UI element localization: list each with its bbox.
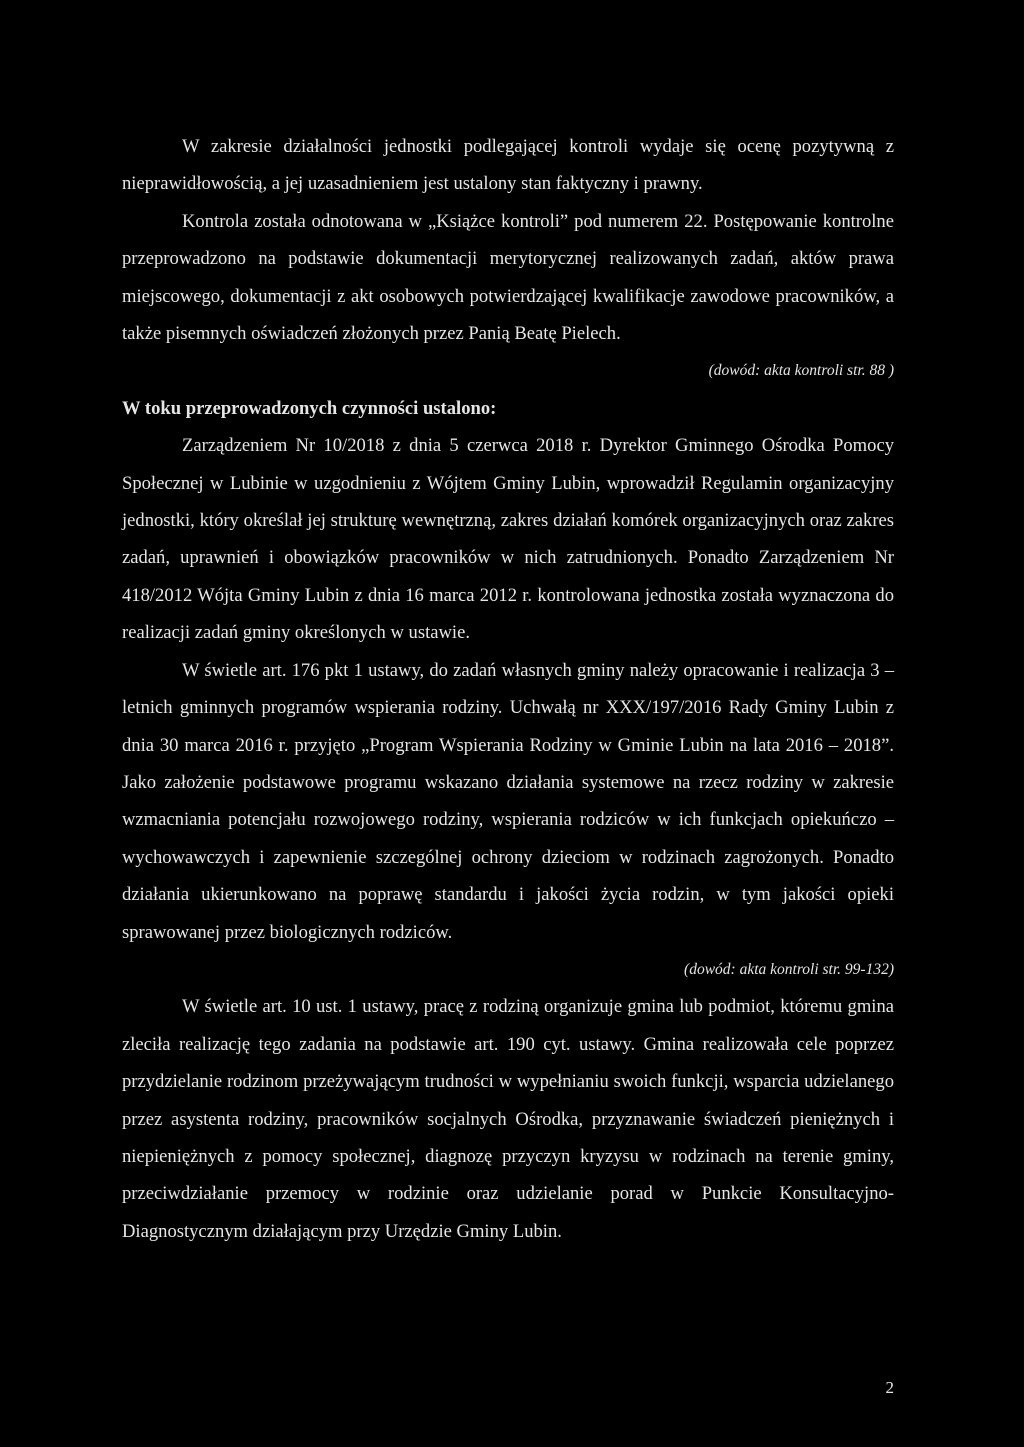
page-number: 2	[885, 1378, 894, 1397]
document-body	[122, 128, 894, 1250]
paragraph-family-program: W świetle art. 176 pkt 1 ustawy, do zadań własnych gminy należy opracowanie i realizacja 3 – letnich gminnych programów wspierania rodziny. Uchwałą nr XXX/197/2016 Rady Gminy Lubin z dnia 30 marca 2016 r. przyjęto „Program Wspierania Rodziny w Gminie Lubin na lata 2016 – 2018”. Jako założenie podstawowe programu wskazano działania systemowe na rzecz rodziny w zakresie wzmacniania potencjału rozwojowego rodziny, wspierania rodziców w ich funkcjach opiekuńczo – wychowawczych i zapewnienie szczególnej ochrony dzieciom w rodzinach zagrożonych. Ponadto działania ukierunkowano na poprawę standardu i jakości życia rodzin, w tym jakości opieki sprawowanej przez biologicznych rodziców.	[122, 659, 894, 943]
paragraph-control-record: Kontrola została odnotowana w „Książce kontroli” pod numerem 22. Postępowanie kontrolne przeprowadzono na podstawie dokumentacji merytorycznej realizowanych zadań, aktów prawa miejscowego, dokumentacji z akt osobowych potwierdzającej kwalifikacje zawodowe pracowników, a także pisemnych oświadczeń złożonych przez Panią Beatę Pielech.	[122, 210, 894, 345]
paragraph-assessment: W zakresie działalności jednostki podlegającej kontroli wydaje się ocenę pozytywną z nieprawidłowością, a jej uzasadnieniem jest ustalony stan faktyczny i prawny.	[122, 136, 894, 195]
section-heading: W toku przeprowadzonych czynności ustalono:	[122, 397, 497, 419]
paragraph-regulation: Zarządzeniem Nr 10/2018 z dnia 5 czerwca 2018 r. Dyrektor Gminnego Ośrodka Pomocy Społecznej w Lubinie w uzgodnieniu z Wójtem Gminy Lubin, wprowadził Regulamin organizacyjny jednostki, który określał jej strukturę wewnętrzną, zakres działań komórek organizacyjnych oraz zakres zadań, uprawnień i obowiązków pracowników w nich zatrudnionych. Ponadto Zarządzeniem Nr 418/2012 Wójta Gminy Lubin z dnia 16 marca 2012 r. kontrolowana jednostka została wyznaczona do realizacji zadań gminy określonych w ustawie.	[122, 435, 894, 644]
evidence-reference: (dowód: akta kontroli str. 99-132)	[684, 960, 894, 978]
evidence-reference: (dowód: akta kontroli str. 88 )	[708, 362, 894, 380]
paragraph-family-work: W świetle art. 10 ust. 1 ustawy, pracę z rodziną organizuje gmina lub podmiot, któremu gmina zleciła realizację tego zadania na podstawie art. 190 cyt. ustawy. Gmina realizowała cele poprzez przydzielanie rodzinom przeżywającym trudności w wypełnianiu swoich funkcji, wsparcia udzielanego przez asystenta rodziny, pracowników socjalnych Ośrodka, przyznawanie świadczeń pieniężnych i niepieniężnych z pomocy społecznej, diagnozę przyczyn kryzysu w rodzinach na terenie gminy, przeciwdziałanie przemocy w rodzinie oraz udzielanie porad w Punkcie Konsultacyjno-Diagnostycznym działającym przy Urzędzie Gminy Lubin.	[122, 996, 894, 1242]
